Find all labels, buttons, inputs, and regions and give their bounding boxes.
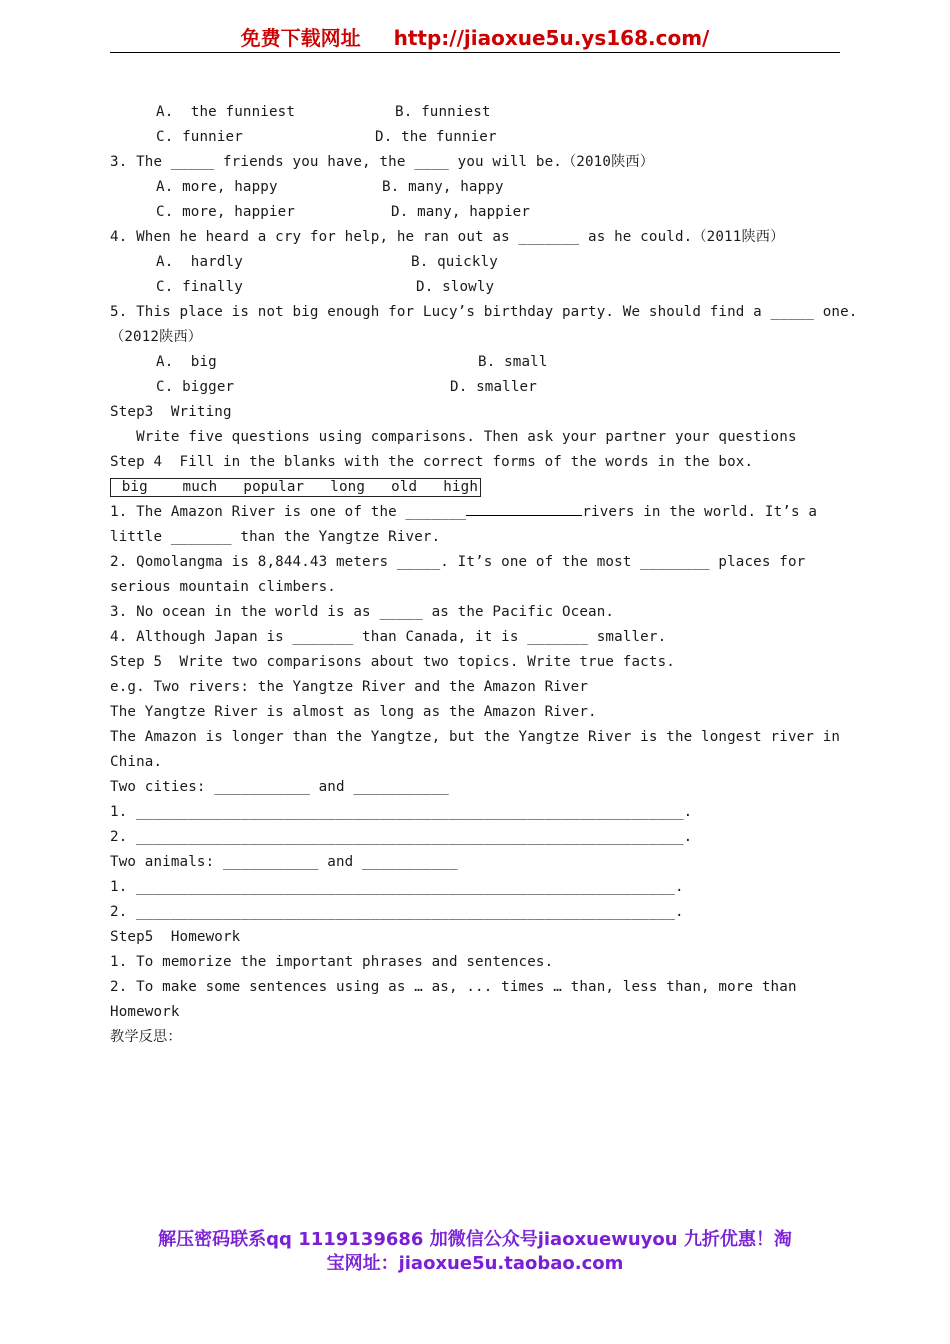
step4-s2-line2: serious mountain climbers. [110,579,336,595]
step4-s4: 4. Although Japan is _______ than Canada, it is _______ smaller. [110,629,667,645]
two-cities-prompt: Two cities: ___________ and ___________ [110,779,449,795]
page-header [110,22,840,53]
q5-option-b: B. small [478,354,548,370]
q3-option-d: D. many, happier [391,204,531,220]
example-line4: China. [110,754,163,770]
q3-option-a: A. more, happy [156,179,278,195]
example-line2: The Yangtze River is almost as long as the Amazon River. [110,704,597,720]
two-animals-prompt: Two animals: ___________ and ___________ [110,854,458,870]
step4-title: Step 4 Fill in the blanks with the correct forms of the words in the box. [110,454,754,470]
header-label: 免费下载网址 [240,26,361,50]
q3-options-row1 [110,175,845,200]
q5-options-row2 [110,375,845,400]
q5-stem: 5. This place is not big enough for Lucy’s birthday party. We should find a _____ one. [110,304,858,320]
q5-option-d: D. smaller [450,379,537,395]
step4-s3: 3. No ocean in the world is as _____ as the Pacific Ocean. [110,604,615,620]
q2-option-a: A. the funniest [156,104,296,120]
homework-item-2-cont: Homework [110,1004,180,1020]
homework-title: Step5 Homework [110,929,241,945]
step4-s1-part2: rivers in the world. It’s a [582,504,818,520]
q4-option-d: D. slowly [416,279,495,295]
homework-item-2: 2. To make some sentences using as … as, ... times … than, less than, more than [110,979,797,995]
q2-option-d: D. the funnier [375,129,497,145]
q3-option-c: C. more, happier [156,204,296,220]
example-line3: The Amazon is longer than the Yangtze, but the Yangtze River is the longest river in [110,729,841,745]
step4-s1-part1: 1. The Amazon River is one of the _______ [110,504,467,520]
word-box-row [110,475,845,500]
step5-title: Step 5 Write two comparisons about two topics. Write true facts. [110,654,675,670]
page-footer [0,1228,950,1276]
q5-option-a: A. big [156,354,217,370]
q5-options-row1 [110,350,845,375]
q2-option-c: C. funnier [156,129,243,145]
cities-answer-1: 1. _______________________________________________________________. [110,804,693,820]
example-line1: e.g. Two rivers: the Yangtze River and the Amazon River [110,679,589,695]
blank-underline [466,501,582,516]
q3-stem: 3. The _____ friends you have, the ____ you will be.（2010陕西） [110,154,655,170]
q5-option-c: C. bigger [156,379,235,395]
animals-answer-1: 1. ______________________________________________________________. [110,879,684,895]
q4-options-row2 [110,275,845,300]
q4-option-a: A. hardly [156,254,243,270]
q3-option-b: B. many, happy [382,179,504,195]
word-box: big much popular long old high [110,478,481,497]
q4-option-b: B. quickly [411,254,498,270]
q2-option-b: B. funniest [395,104,491,120]
animals-answer-2: 2. ______________________________________________________________. [110,904,684,920]
q2-options-row2 [110,125,845,150]
q5-source: （2012陕西） [110,329,203,345]
homework-item-1: 1. To memorize the important phrases and sentences. [110,954,554,970]
q4-options-row1 [110,250,845,275]
q4-stem: 4. When he heard a cry for help, he ran out as _______ as he could.（2011陕西） [110,229,785,245]
step4-s1-line2: little _______ than the Yangtze River. [110,529,441,545]
q3-options-row2 [110,200,845,225]
step3-title: Step3 Writing [110,404,232,420]
cities-answer-2: 2. _______________________________________________________________. [110,829,693,845]
q4-option-c: C. finally [156,279,243,295]
footer-line-2[interactable]: 宝网址：jiaoxue5u.taobao.com [326,1253,624,1274]
footer-line-1: 解压密码联系qq 1119139686 加微信公众号jiaoxuewuyou 九折优惠！淘 [158,1229,792,1250]
header-url-link[interactable]: http://jiaoxue5u.ys168.com/ [393,26,710,50]
q2-options-row1 [110,100,845,125]
step3-instruction: Write five questions using comparisons. Then ask your partner your questions [110,429,797,445]
step4-s2-line1: 2. Qomolangma is 8,844.43 meters _____. It’s one of the most ________ places for [110,554,806,570]
teaching-reflection-label: 教学反思： [110,1029,182,1045]
worksheet-body [110,100,858,1050]
step4-s1-line1 [110,500,845,525]
